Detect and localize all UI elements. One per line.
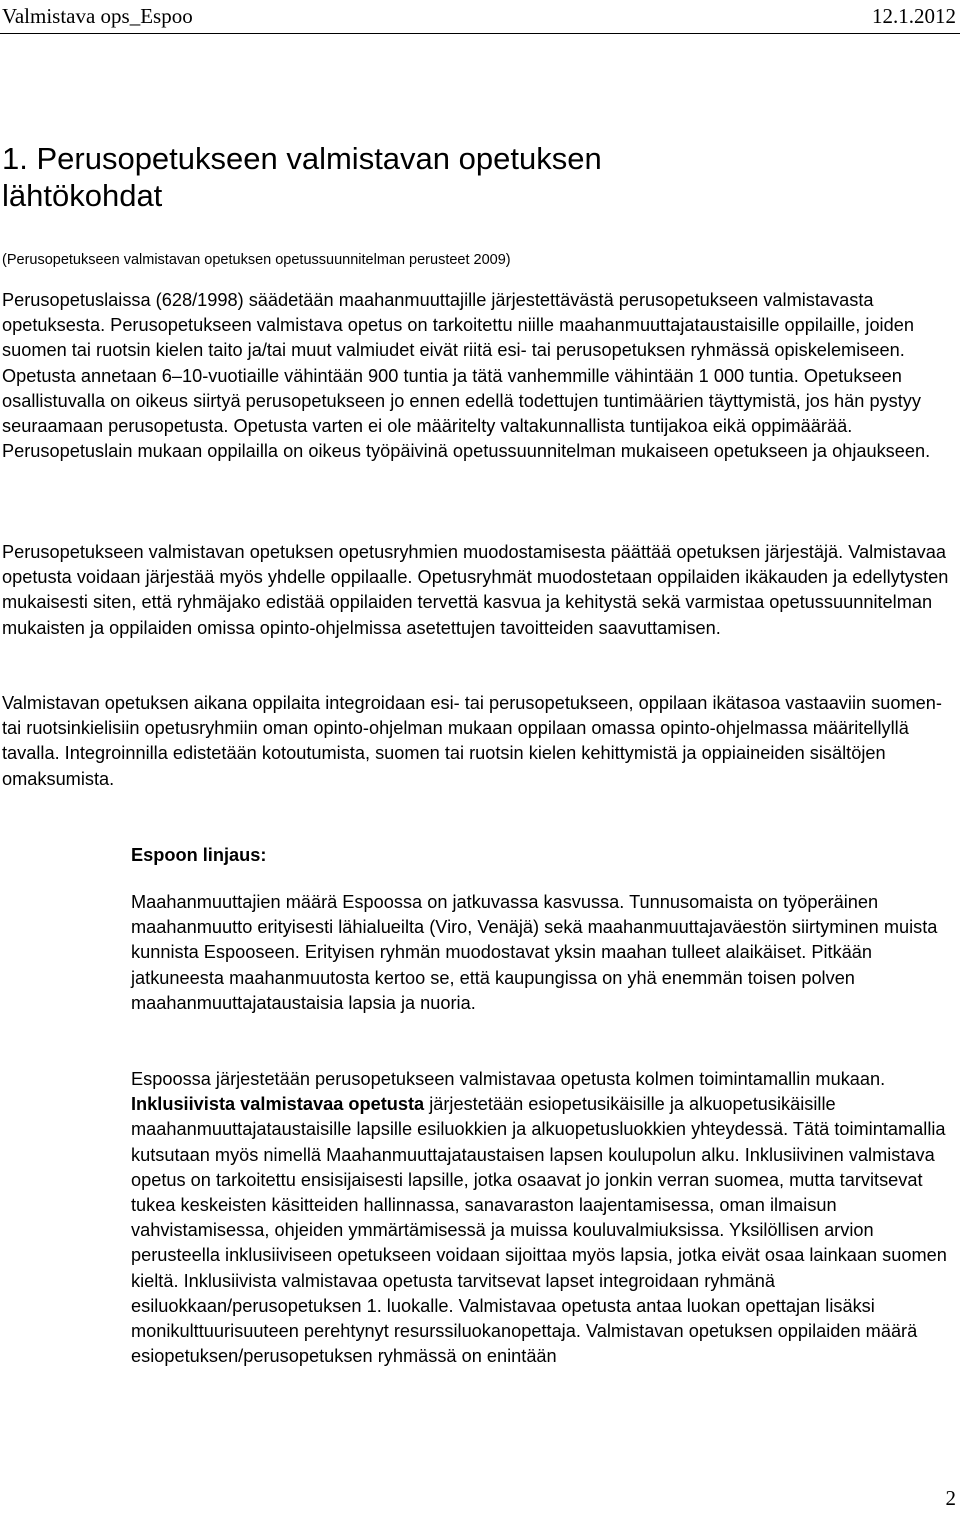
page-header	[0, 0, 960, 34]
espoo-policy-heading: Espoon linjaus:	[131, 845, 267, 865]
page-number: 2	[945, 1486, 956, 1510]
paragraph-group-formation: Perusopetukseen valmistavan opetuksen opetusryhmien muodostamisesta päättää opetuksen järjestäjä. Valmistavaa opetusta voidaan järjestää myös yhdelle oppilaalle. Opetusryhmät muodostetaan oppilaiden ikäkauden ja edellytysten mukaisesti siten, että ryhmäjako edistää oppilaiden tervettä kasvua ja kehitystä sekä varmistaa opetussuunnitelman mukaisten ja oppilaiden omissa opinto-ohjelmissa asetettujen tavoitteiden saavuttamisen.	[2, 542, 949, 638]
document-date: 12.1.2012	[872, 4, 956, 28]
section-title	[2, 140, 902, 214]
document-title: Valmistava ops_Espoo	[2, 4, 193, 28]
models-description: järjestetään esiopetusikäisille ja alkuopetusikäisille maahanmuuttajataustaisille lapsille esiluokkien ja alkuopetusluokkien yhteydessä. Tätä toimintamallia kutsutaan myös nimellä Maahanmuuttajataustaisen lapsen koulupolun alku. Inklusiivinen valmistava opetus on tarkoitettu ensisijaisesti lapsille, jotka osaavat jo jonkin verran suomea, mutta tarvitsevat tukea keskeisten käsitteiden hallinnassa, sanavaraston laajentamisessa, oman ilmaisun vahvistamisessa, ohjeiden ymmärtämisessä ja muissa kouluvalmiuksissa. Yksilöllisen arvion perusteella inklusiiviseen opetukseen voidaan sijoittaa myös lapsia, jotka eivät osaa lainkaan suomen kieltä. Inklusiivista valmistavaa opetusta tarvitsevat lapset integroidaan ryhmänä esiluokkaan/perusopetuksen 1. luokalle. Valmistavaa opetusta antaa luokan opettajan lisäksi monikulttuurisuuteen perehtynyt resurssiluokanopettaja. Valmistavan opetuksen oppilaiden määrä esiopetuksen/perusopetuksen ryhmässä on enintään	[131, 1094, 947, 1367]
section-title-line2: lähtökohdat	[2, 178, 163, 213]
paragraph-legal-basis: Perusopetuslaissa (628/1998) säädetään maahanmuuttajille järjestettävästä perusopetukseen valmistavasta opetuksesta. Perusopetukseen valmistava opetus on tarkoitettu niille maahanmuuttajataustaisille oppilaille, joiden suomen tai ruotsin kielen taito ja/tai muut valmiudet eivät riitä esi- tai perusopetuksen ryhmässä opiskelemiseen. Opetusta annetaan 6–10-vuotiaille vähintään 900 tuntia ja tätä vanhemmille vähintään 1 000 tuntia. Opetukseen osallistuvalla on oikeus siirtyä perusopetukseen jo ennen edellä todettujen tuntimäärien täyttymistä, jos hän pystyy seuraamaan perusopetusta. Opetusta varten ei ole määritelty valtakunnallista tuntijakoa eikä oppimäärää. Perusopetuslain mukaan oppilailla on oikeus työpäivinä opetussuunnitelman mukaiseen opetukseen ja ohjaukseen.	[2, 290, 931, 462]
paragraph-integration: Valmistavan opetuksen aikana oppilaita integroidaan esi- tai perusopetukseen, oppilaan ikätasoa vastaaviin suomen- tai ruotsinkielisiin opetusryhmiin oman opinto-ohjelman mukaan oppilaan omassa opinto-ohjelmassa määritellyllä tavalla. Integroinnilla edistetään kotoutumista, suomen tai ruotsin kielen kehittymistä ja oppiaineiden sisältöjen omaksumista.	[2, 693, 942, 789]
inclusive-preparatory-term: Inklusiivista valmistavaa opetusta	[131, 1094, 425, 1115]
section-title-line1: 1. Perusopetukseen valmistavan opetuksen	[2, 141, 602, 176]
source-note: (Perusopetukseen valmistavan opetuksen opetussuunnitelman perusteet 2009)	[2, 252, 511, 268]
header-rule	[0, 33, 960, 34]
paragraph-espoo-models	[131, 1067, 956, 1369]
models-intro: Espoossa järjestetään perusopetukseen valmistavaa opetusta kolmen toimintamallin mukaan.	[131, 1069, 886, 1089]
paragraph-espoo-immigration: Maahanmuuttajien määrä Espoossa on jatkuvassa kasvussa. Tunnusomaista on työperäinen maahanmuutto erityisesti lähialueilta (Viro, Venäjä) sekä maahanmuuttajaväestön siirtyminen muista kunnista Espooseen. Erityisen ryhmän muodostavat yksin maahan tulleet alaikäiset. Pitkään jatkuneesta maahanmuutosta kertoo se, että kaupungissa on yhä enemmän toisen polven maahanmuuttajataustaisia lapsia ja nuoria.	[131, 892, 938, 1013]
